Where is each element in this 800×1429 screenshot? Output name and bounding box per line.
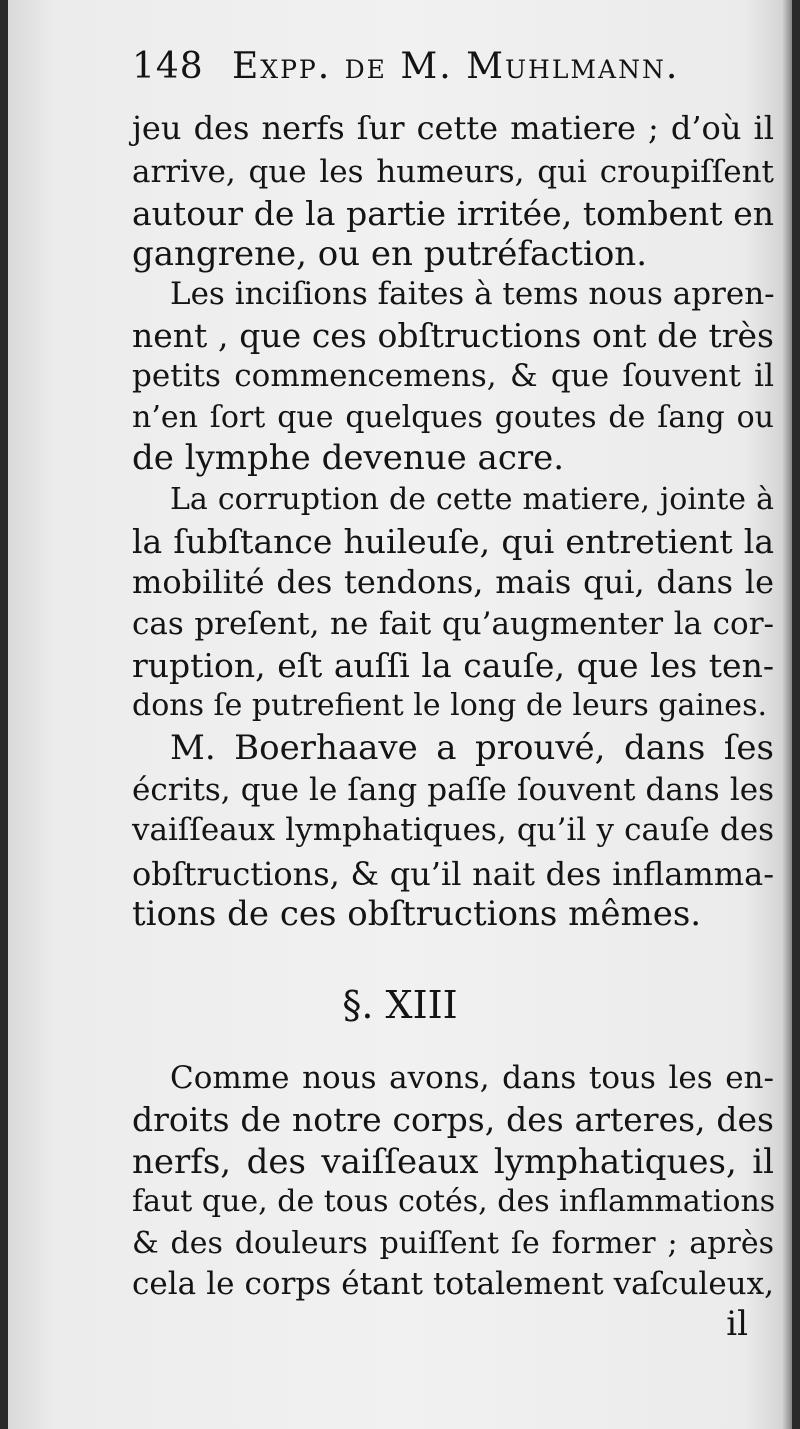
text-line: autour de la partie irritée, tombent en (132, 194, 774, 233)
text-line: gangrene, ou en putréfaction. (132, 234, 648, 274)
text-line: Les inciſions faites à tems nous apren- (170, 276, 775, 312)
text-line: nerfs, des vaiſſeaux lymphatiques, il (132, 1142, 774, 1182)
text-line: jeu des nerfs ſur cette matiere ; d’où il (132, 109, 774, 147)
text-line: mobilité des tendons, mais qui, dans le (132, 563, 774, 601)
book-page (8, 0, 792, 1429)
running-head: Expp. de M. Muhlmann. (232, 46, 680, 87)
text-line: droits de notre corps, des arteres, des (132, 1100, 774, 1139)
text-line: petits commencemens, & que ſouvent il (132, 358, 774, 394)
text-line: écrits, que le ſang paſſe ſouvent dans les (132, 772, 774, 808)
text-line: n’en ſort que quelques goutes de ſang ou (132, 400, 774, 435)
text-line: de lymphe devenue acre. (132, 438, 565, 478)
catchword: il (726, 1304, 748, 1344)
text-line: Comme nous avons, dans tous les en- (170, 1060, 774, 1096)
text-line: cas preſent, ne fait qu’augmenter la cor- (132, 606, 774, 642)
text-line: obſtructions, & qu’il nait des inflamma- (132, 855, 774, 893)
text-line: cela le corps étant totalement vaſculeux, (132, 1266, 774, 1302)
text-line: ruption, eſt auſſi la cauſe, que les ten- (132, 646, 774, 685)
text-line: La corruption de cette matiere, jointe à (170, 482, 774, 517)
text-line: tions de ces obſtructions mêmes. (132, 894, 702, 934)
text-line: dons ſe putrefient le long de leurs gaines. (132, 688, 767, 723)
text-line: la ſubſtance huileuſe, qui entretient la (132, 522, 774, 561)
text-line: nent , que ces obſtructions ont de très (132, 316, 774, 355)
text-line: M. Boerhaave a prouvé, dans ſes (170, 728, 774, 768)
page-number: 148 (132, 46, 204, 87)
section-heading: §. XIII (342, 983, 458, 1027)
text-line: faut que, de tous cotés, des inflammations (132, 1184, 776, 1219)
text-line: arrive, que les humeurs, qui croupiſſent (132, 154, 774, 190)
text-line: & des douleurs puiſſent ſe former ; après (132, 1226, 774, 1261)
page-header (132, 46, 722, 102)
text-line: vaiſſeaux lymphatiques, qu’il y cauſe des (132, 812, 774, 848)
